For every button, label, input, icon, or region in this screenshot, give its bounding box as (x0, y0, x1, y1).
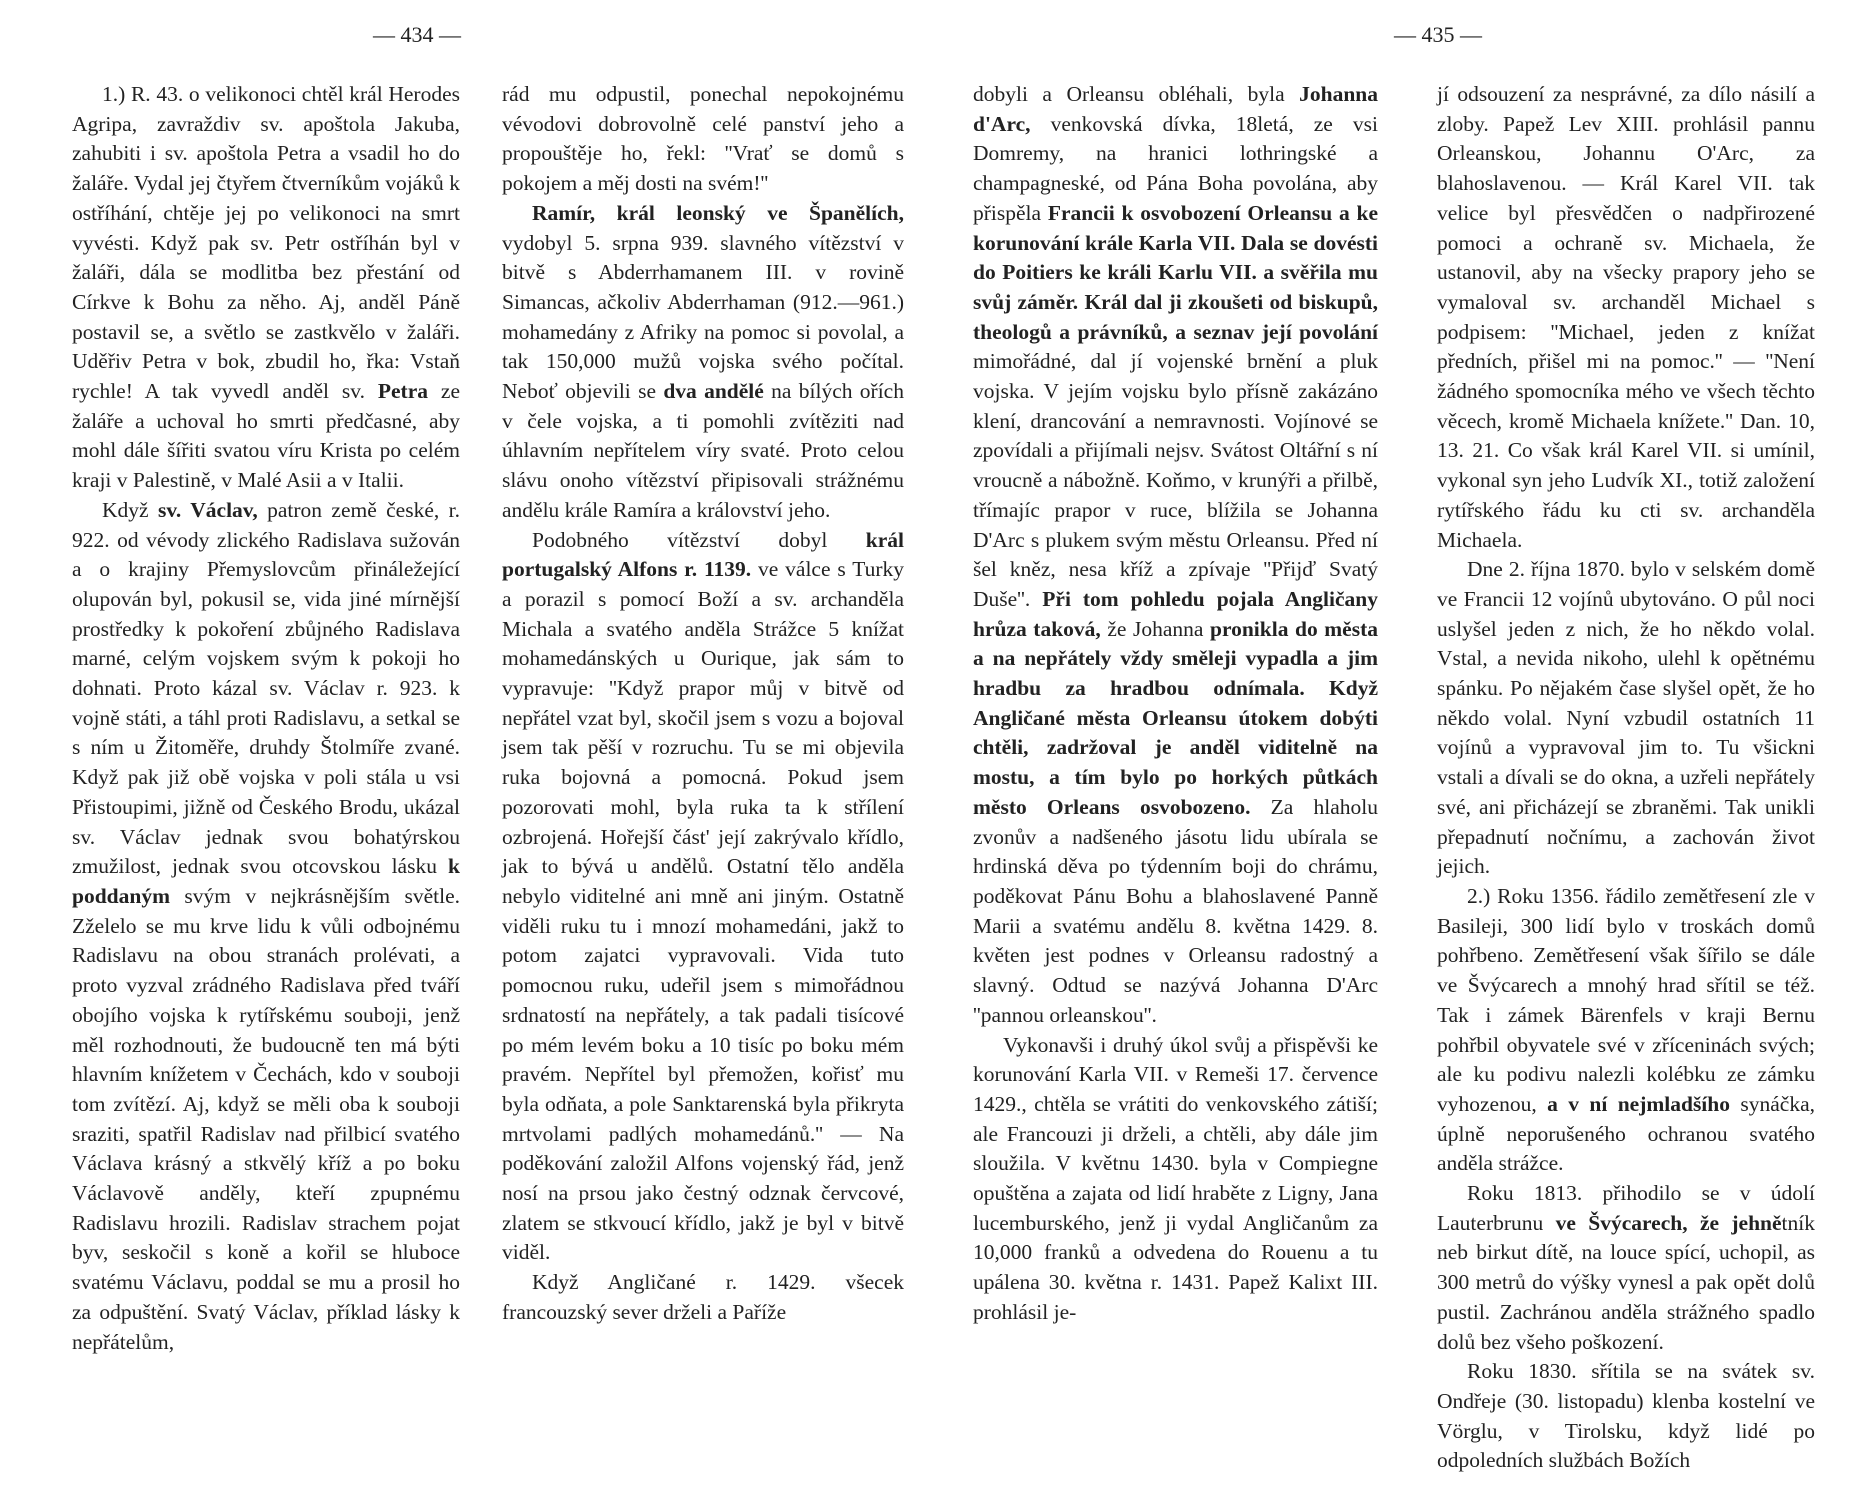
page-number-right: — 435 — (1394, 22, 1482, 47)
paragraph-worgl: Roku 1830. sřítila se na svátek sv. Ondřeje (30. listopadu) klenba kostelní ve Vörglu, v Tirolsku, když lidé po odpoledních službách Božích (1437, 1359, 1815, 1473)
page-number-left: — 434 — (373, 22, 461, 47)
paragraph-forgiveness: rád mu odpustil, ponechal nepokojnému vévodovi dobrovolně celé panství jeho a propouštěje ho, řekl: ''Vrať se domů s pokojem a měj dosti na svém!'' (502, 82, 904, 196)
paragraph-soldiers-1870: Dne 2. října 1870. bylo v selském domě ve Francii 12 vojínů ubytováno. O půl noci uslyšel jeden z nich, že ho někdo volal. Vstal, a nevida nikoho, ulehl k opětnému spánku. Po nějakém čase slyšel opět, že ho někdo volal. Nyní vzbudil ostatních 11 vojínů a vypravoval jim to. Tu všickni vstali a dívali se do okna, a uzřeli nepřátely své, ani přicházejí se zbraněmi. Tak unikli přepadnutí nočnímu, a zachován život jejich. (1437, 557, 1815, 879)
paragraph-saint-wenceslas: Když sv. Václav, patron země české, r. 922. od vévody zlického Radislava sužován a o krajiny Přemyslovcům přináležející olupován byl, pokusil se, vida jiné mírnější prostředky k pokoření zbůjného Radislava marné, celým vojskem svým k pokoji ho dohnati. Proto kázal sv. Václav r. 923. k vojně státi, a táhl proti Radislavu, a setkal se s ním u Žitoměře, druhdy Štolmíře zvané. Když pak již obě vojska v poli stála u vsi Přistoupimi, jižně od Českého Brodu, ukázal sv. Václav jednak svou bohatýrskou zmužilost, jednak svou otcovskou lásku k poddaným svým v nejkrásnějším světle. Zželelo se mu krve lidu k vůli odbojnému Radislavu na obou stranách prolévati, a proto vyzval zrádného Radislava před tváří obojího vojska k rytířskému souboji, jenž měl rozhodnouti, že budoucně ten má býti hlavním knížetem v Čechách, kdo v souboji tom zvítězí. Aj, když se měli oba k souboji sraziti, spatřil Radislav nad přilbicí svatého Václava krásný a stkvělý kříž a po boku Václavově anděly, kteří zpupnému Radislavu hrozili. Radislav strachem pojat byv, seskočil s koně a kořil se hluboce svatému Václavu, poddal se mu a prosil ho za odpuštění. Svatý Václav, příklad lásky k nepřátelům, (72, 497, 460, 1354)
column-1 (72, 80, 460, 1357)
paragraph-english-1429: Když Angličané r. 1429. všecek francouzský sever drželi a Paříže (502, 1270, 904, 1324)
paragraph-joan-of-arc: dobyli a Orleansu obléhali, byla Johanna d'Arc, venkovská dívka, 18letá, ze vsi Domremy, na hranici lothringské a champagneské, od Pána Boha povolána, aby přispěla Francii k osvobození Orleansu a ke korunování krále Karla VII. Dala se dovésti do Poitiers ke králi Karlu VII. a svěřila mu svůj záměr. Král dal ji zkoušeti od biskupů, theologů a právníků, a seznav její povolání mimořádné, dal jí vojenské brnění a pluk vojska. V jejím vojsku bylo přísně zakázáno klení, drancování a nemravnosti. Vojínové se zpovídali a přijímali nejsv. Svátost Oltářní s ní vroucně a nábožně. Koňmo, v krunýři a přilbě, třímajíc prapor v ruce, blížila se Johanna D'Arc s plukem svým městu Orleansu. Před ní šel kněz, nesa kříž a zpívaje ''Přijď Svatý Duše''. Při tom pohledu pojala Angličany hrůza taková, že Johanna pronikla do města a na nepřátely vždy směleji vypadla a jim hradbu za hradbou odnímala. Když Angličané města Orleansu útokem dobýti chtěli, zadržoval je anděl viditelně na mostu, a tím bylo po horkých půtkách město Orleans osvobozeno. Za hlaholu zvonův a nadšeného jásotu lidu ubírala se hrdinská děva po týdenním boji do chrámu, poděkovat Pánu Bohu a blahoslavené Panně Marii a svatému andělu 8. května 1429. 8. květen jest podnes v Orleansu radostný a slavný. Odtud se nazývá Johanna D'Arc ''pannou orleanskou''. (973, 82, 1378, 1027)
column-2 (502, 80, 904, 1328)
paragraph-king-ramiro: Ramír, král leonský ve Španělích, vydobyl 5. srpna 939. slavného vítězství v bitvě s Abderrhamanem III. v rovině Simancas, ačkoliv Abderrhaman (912.—961.) mohamedány z Afriky na pomoc si povolal, a tak 150,000 mužů vojska svého počítal. Neboť objevili se dva andělé na bílých ořích v čele vojska, a ti pomohli zvítěziti nad úhlavním nepřítelem víry svaté. Proto celou slávu onoho vítězství připisovali strážnému andělu krále Ramíra a království jeho. (502, 200, 904, 522)
paragraph-saint-michael: jí odsouzení za nesprávné, za dílo násilí a zloby. Papež Lev XIII. prohlásil pannu Orleanskou, Johannu O'Arc, za blahoslavenou. — Král Karel VII. tak velice byl přesvědčen o nadpřirozené pomoci a ochraně sv. Michaela, že ustanovil, aby na všecky prapory jeho se vymaloval sv. archanděl Michael s podpisem: ''Michael, jeden z knížat předních, přišel mi na pomoc.'' — ''Není žádného spomocníka mého ve všech těchto věcech, kromě Michaela knížete.'' Dan. 10, 13. 21. Co však král Karel VII. si umínil, vykonal syn jeho Ludvík XI., totiž založení rytířského řádu ku cti sv. archanděla Michaela. (1437, 82, 1815, 552)
column-3 (973, 80, 1378, 1328)
paragraph-apostle-peter: 1.) R. 43. o velikonoci chtěl král Herodes Agripa, zavraždiv sv. apoštola Jakuba, zahubiti i sv. apoštola Petra a vsadil ho do žaláře. Vydal jej čtyřem čtverníkům vojáků k ostříhání, chtěje jej po velikonoci na smrt vyvésti. Když pak sv. Petr ostříhán byl v žaláři, dála se modlitba bez přestání od Církve k Bohu za něho. Aj, anděl Páně postavil se, a světlo se zastkvělo v žaláři. Uděřiv Petra v bok, zbudil ho, řka: Vstaň rychle! A tak vyvedl anděl sv. Petra ze žaláře a uchoval ho smrti předčasné, aby mohl dále šířiti svatou víru Krista po celém kraji v Palestině, v Malé Asii a v Italii. (72, 82, 460, 493)
paragraph-joan-capture: Vykonavši i druhý úkol svůj a přispěvši ke korunování Karla VII. v Remeši 17. července 1429., chtěla se vrátiti do venkovského zátiší; ale Francouzi ji drželi, a chtěli, aby dále jim sloužila. V květnu 1430. byla v Compiegne opuštěna a zajata od lidí hraběte z Ligny, Jana lucemburského, jenž ji vydal Angličanům za 10,000 franků a odvedena do Rouenu a tu upálena 30. května r. 1431. Papež Kalixt III. prohlásil je- (973, 1032, 1378, 1324)
column-4 (1437, 80, 1815, 1476)
paragraph-lauterbrunnen: Roku 1813. přihodilo se v údolí Lauterbrunu ve Švýcarech, že jehnětník neb birkut dítě, na louce spící, uchopil, as 300 metrů do výšky vynesl a pak opět dolů pustil. Zachránou anděla strážného spadlo dolů bez všeho poškození. (1437, 1181, 1815, 1354)
paragraph-basel-earthquake: 2.) Roku 1356. řádilo zemětřesení zle v Basileji, 300 lidí bylo v troskách domů pohřbeno. Zemětřesení však šířilo se dále ve Švýcarech a mnohý hrad sřítil se též. Tak i zámek Bärenfels v kraji Bernu pohřbil obyvatele své v zříceninách svých; ale ku podivu nalezli kolébku ze zámku vyhozenou, a v ní nejmladšího synáčka, úplně neporušeného ochranou svatého anděla strážce. (1437, 883, 1816, 1176)
paragraph-king-alfonso: Podobného vítězství dobyl král portugalský Alfons r. 1139. ve válce s Turky a porazil s pomocí Boží a sv. archanděla Michala a svatého anděla Strážce 5 knížat mohamedánských u Ourique, jak sám to vypravuje: ''Když prapor můj v bitvě od nepřátel vzat byl, skočil jsem s vozu a bojoval jsem tak pěší v rozruchu. Tu se mi objevila ruka bojovná a pomocná. Pokud jsem pozorovati mohl, byla ruka ta k střílení ozbrojená. Hořejší část' její zakrývalo křídlo, jak to bývá u andělů. Ostatní tělo anděla nebylo viditelné ani mně ani jiným. Ostatně viděli ruku tu i mnozí mohamedáni, jakž to potom zajatci vypravovali. Vida tuto pomocnou ruku, udeřil jsem s mimořádnou srdnatostí na nepřátely, a tak padali tisícové po mém levém boku a 10 tisíc po boku mém pravém. Nepřítel byl přemožen, kořisť mu byla odňata, a pole Sanktarenská byla přikryta mrtvolami padlých mohamedánů.'' — Na poděkování založil Alfons vojenský řád, jenž nosí na prsou jako čestný odznak červcové, zlatem se stkvoucí křídlo, jakž je byl v bitvě viděl. (502, 527, 904, 1265)
